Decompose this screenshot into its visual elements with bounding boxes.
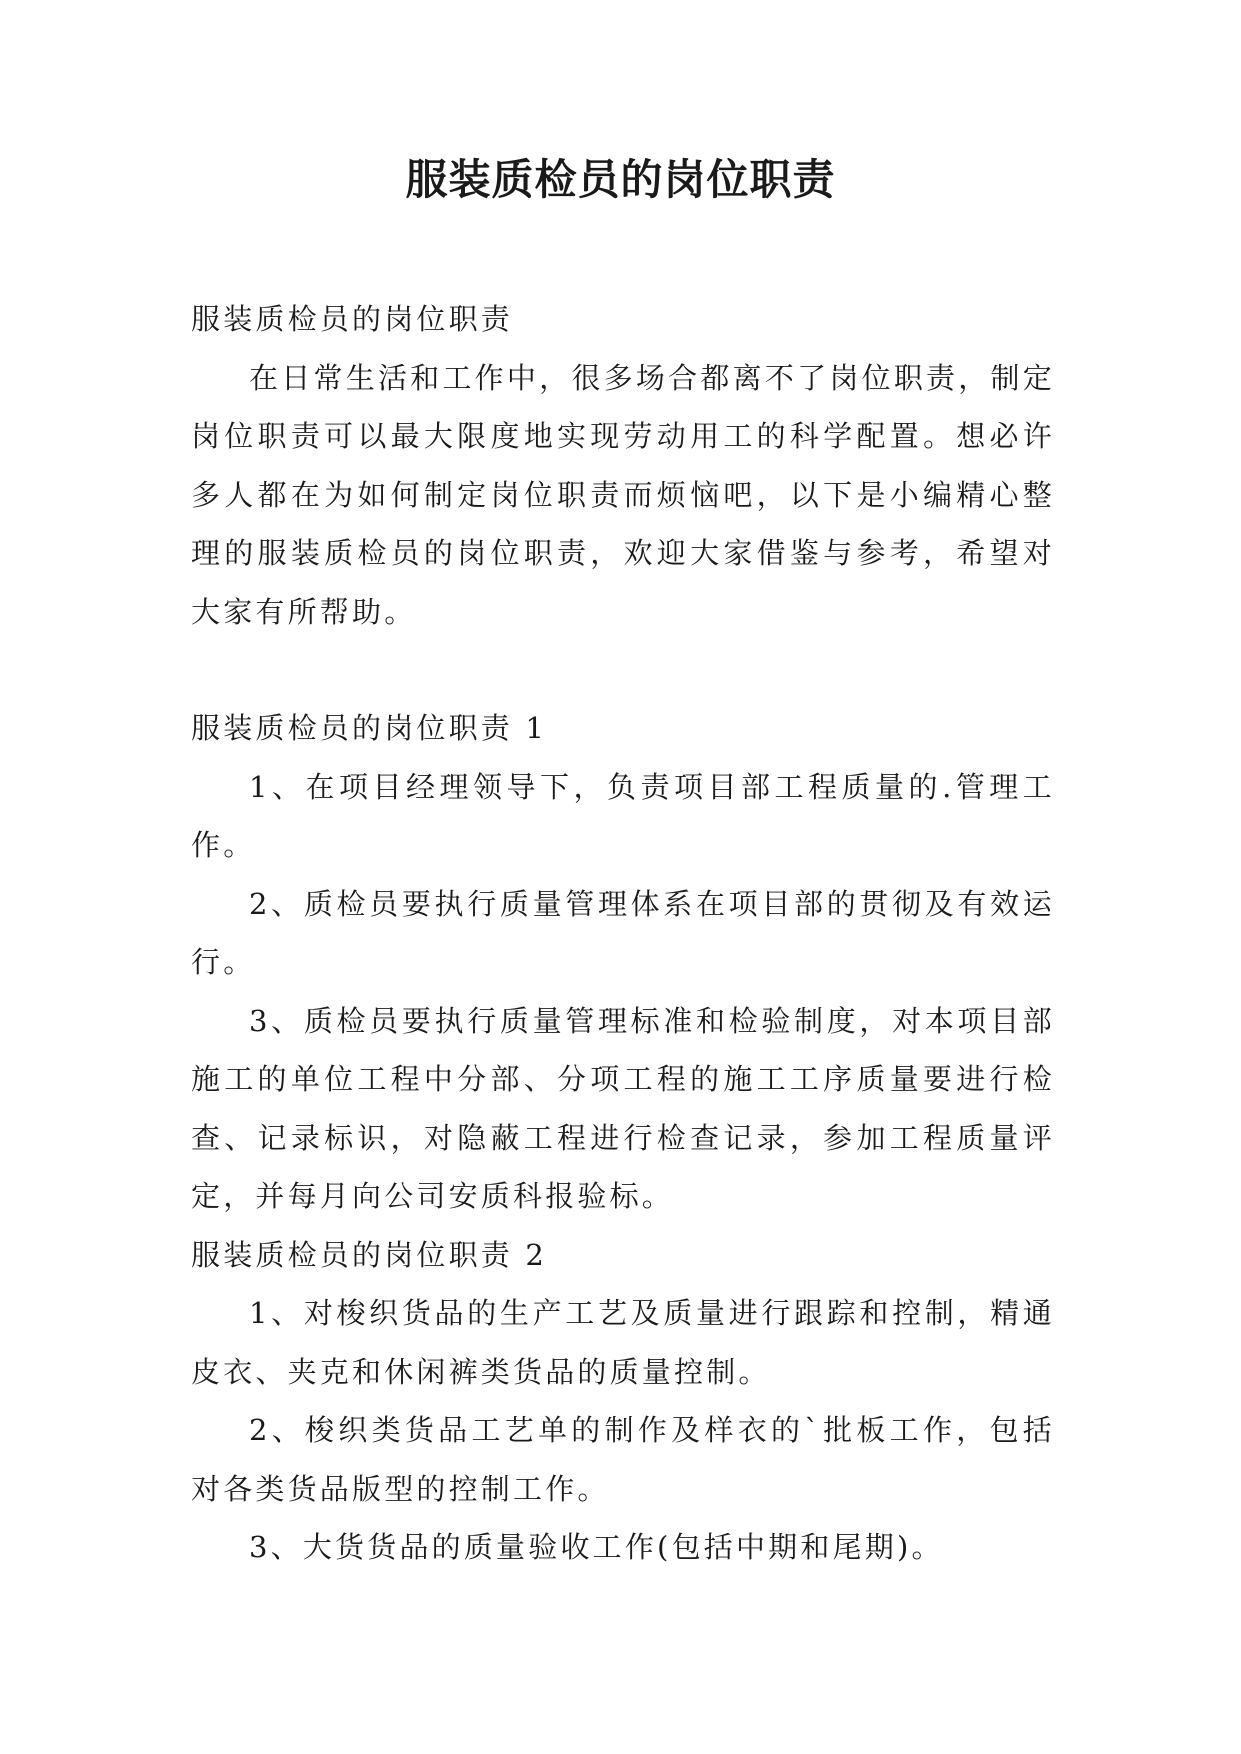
document-title: 服装质检员的岗位职责 <box>405 155 836 204</box>
section-1-item-1: 1、在项目经理领导下，负责项目部工程质量的.管理工作。 <box>191 769 1055 862</box>
section-heading-2: 服装质检员的岗位职责 2 <box>191 1237 548 1272</box>
section-2-item-2: 2、梭织类货品工艺单的制作及样衣的`批板工作，包括对各类货品版型的控制工作。 <box>191 1413 1055 1506</box>
intro-paragraph: 在日常生活和工作中，很多场合都离不了岗位职责，制定岗位职责可以最大限度地实现劳动用工的科学配置。想必许多人都在为如何制定岗位职责而烦恼吧，以下是小编精心整理的服装质检员的岗位职责，欢迎大家借鉴与参考，希望对大家有所帮助。 <box>191 360 1055 629</box>
section-heading-1: 服装质检员的岗位职责 1 <box>191 711 548 745</box>
section-1-item-3: 3、质检员要执行质量管理标准和检验制度，对本项目部施工的单位工程中分部、分项工程的施工工序质量要进行检查、记录标识，对隐蔽工程进行检查记录，参加工程质量评定，并每月向公司安质科报验标。 <box>191 1003 1055 1213</box>
section-1-item-2: 2、质检员要执行质量管理体系在项目部的贯彻及有效运行。 <box>191 886 1055 979</box>
document-subtitle: 服装质检员的岗位职责 <box>191 302 514 336</box>
section-2-item-3: 3、大货货品的质量验收工作(包括中期和尾期)。 <box>249 1530 944 1564</box>
section-2-item-1: 1、对梭织货品的生产工艺及质量进行跟踪和控制，精通皮衣、夹克和休闲裤类货品的质量控制。 <box>191 1296 1055 1389</box>
document-body <box>191 290 1055 1577</box>
